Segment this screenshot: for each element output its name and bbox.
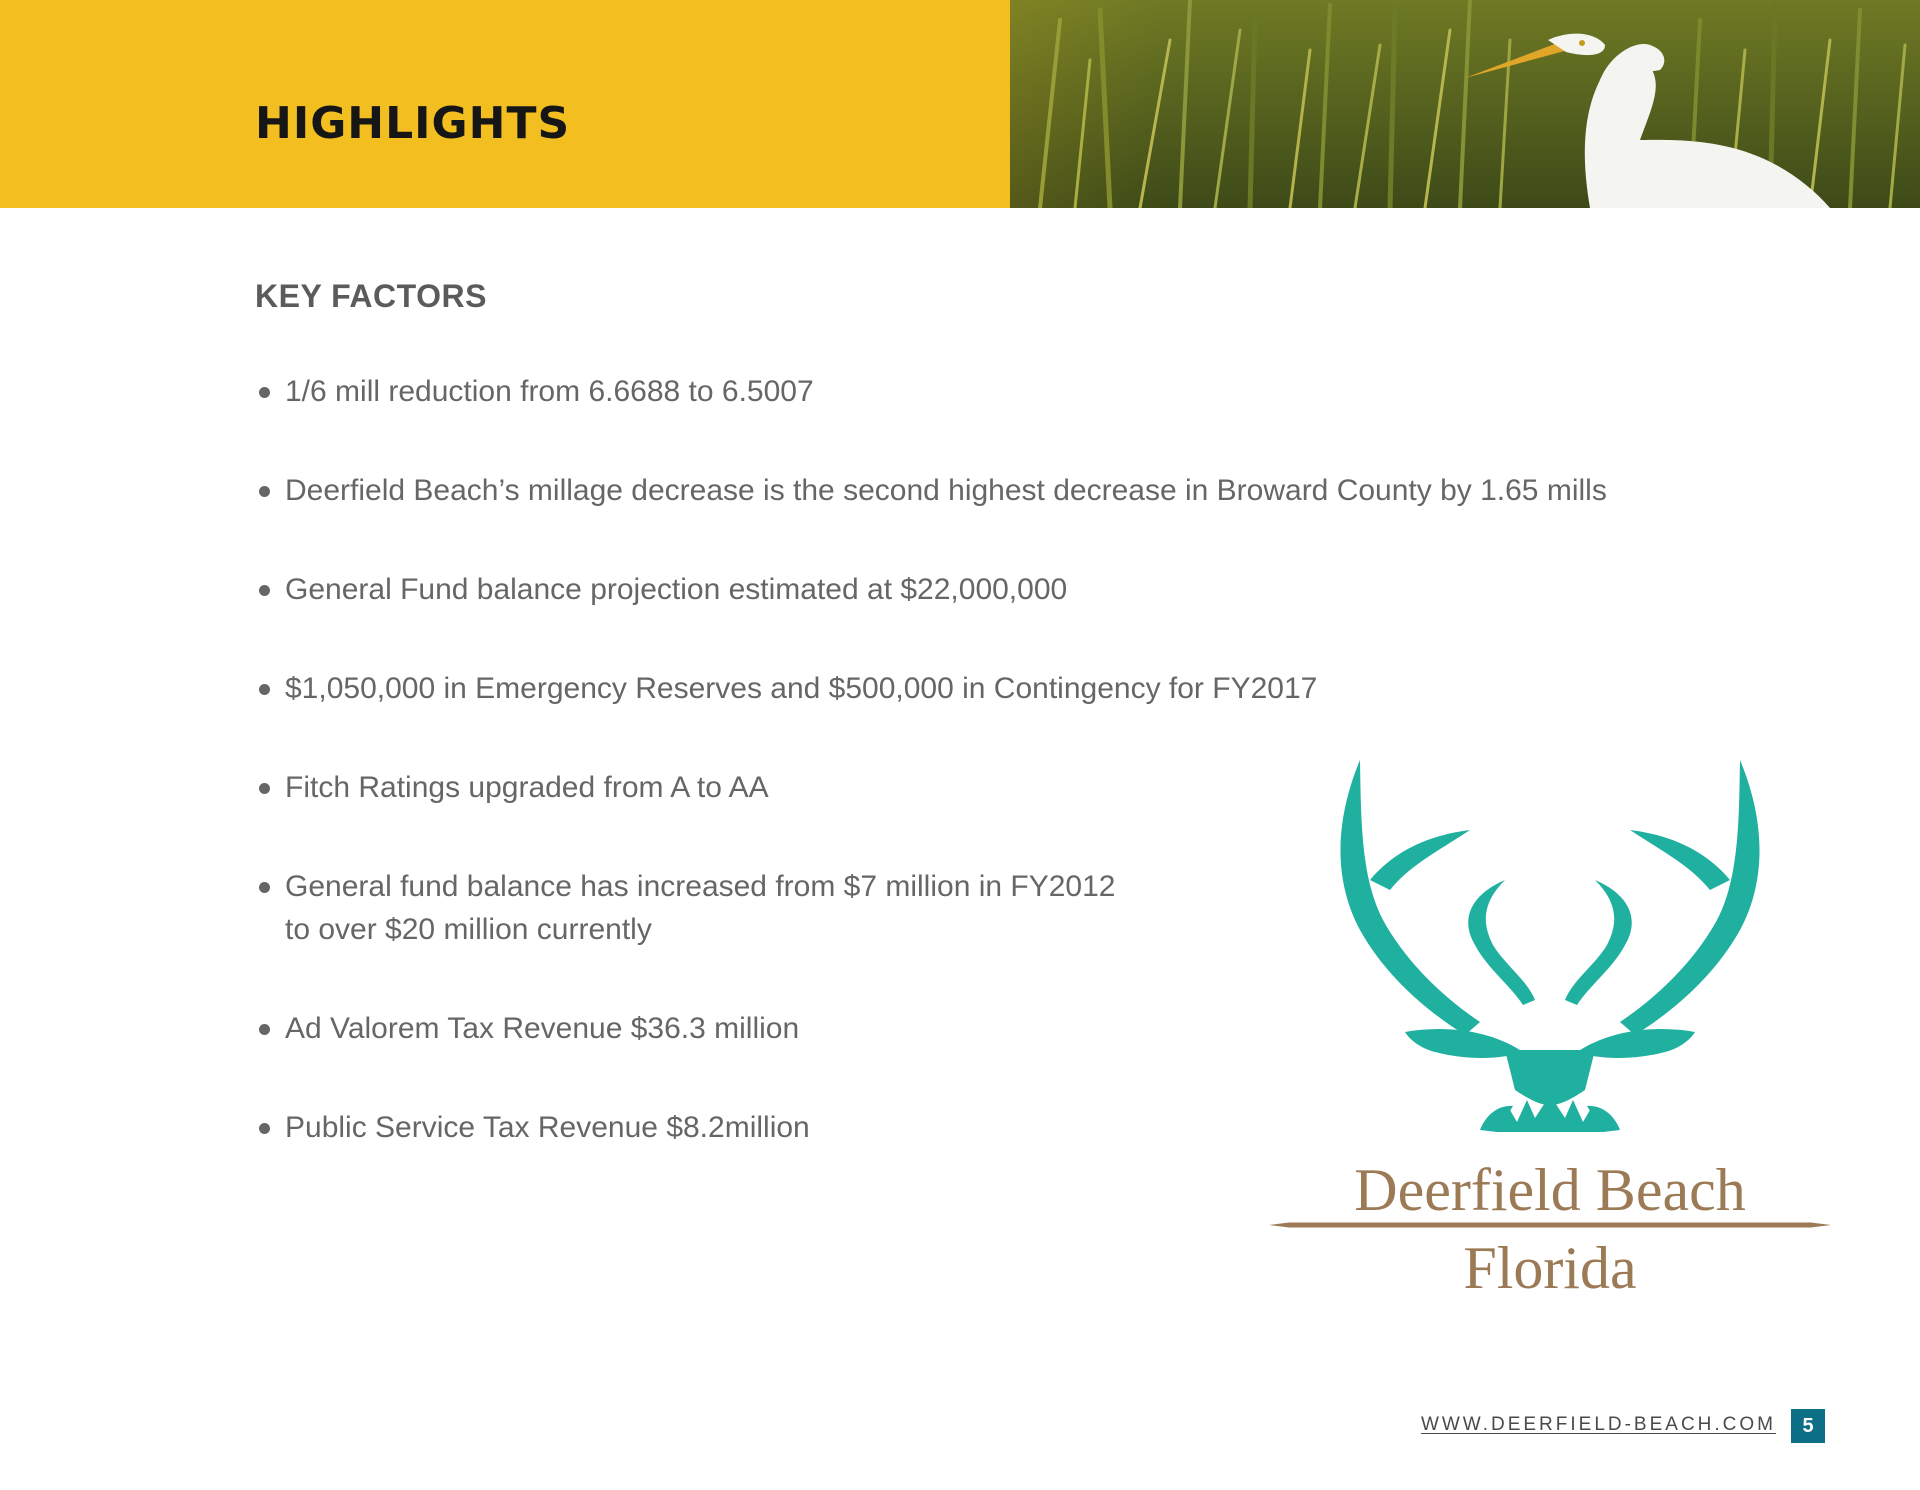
bullet-icon xyxy=(259,585,270,596)
bullet-icon xyxy=(259,1123,270,1134)
logo-text-line2: Florida xyxy=(1463,1235,1637,1301)
header-band xyxy=(0,0,1920,208)
logo-text-line1: Deerfield Beach xyxy=(1354,1157,1746,1223)
list-item-text: Public Service Tax Revenue $8.2million xyxy=(285,1111,810,1144)
bullet-icon xyxy=(259,387,270,398)
list-item xyxy=(255,667,1655,710)
list-item-text: Ad Valorem Tax Revenue $36.3 million xyxy=(285,1012,800,1045)
list-item-text: General fund balance has increased from $7 million in FY2012 to over $20 million currently xyxy=(285,870,1116,946)
list-item-text: $1,050,000 in Emergency Reserves and $500,000 in Contingency for FY2017 xyxy=(285,672,1318,705)
bullet-icon xyxy=(259,882,270,893)
city-logo xyxy=(1265,760,1835,1300)
bullet-icon xyxy=(259,783,270,794)
page-title: HIGHLIGHTS xyxy=(255,98,571,149)
page-number-badge: 5 xyxy=(1791,1409,1825,1443)
list-item xyxy=(255,370,1655,413)
list-item-text: Fitch Ratings upgraded from A to AA xyxy=(285,771,769,804)
list-item-text: Deerfield Beach’s millage decrease is the second highest decrease in Broward County by 1.65 mills xyxy=(285,474,1607,507)
list-item xyxy=(255,469,1655,512)
website-link[interactable]: WWW.DEERFIELD-BEACH.COM xyxy=(1420,1414,1776,1435)
list-item-text: 1/6 mill reduction from 6.6688 to 6.5007 xyxy=(285,375,814,408)
section-heading: KEY FACTORS xyxy=(255,278,487,314)
bullet-icon xyxy=(259,684,270,695)
bullet-icon xyxy=(259,1024,270,1035)
list-item xyxy=(255,568,1655,611)
list-item-text: General Fund balance projection estimated at $22,000,000 xyxy=(285,573,1068,606)
logo-divider xyxy=(1269,1222,1831,1228)
deer-antlers-icon xyxy=(1265,760,1835,1160)
bullet-icon xyxy=(259,486,270,497)
